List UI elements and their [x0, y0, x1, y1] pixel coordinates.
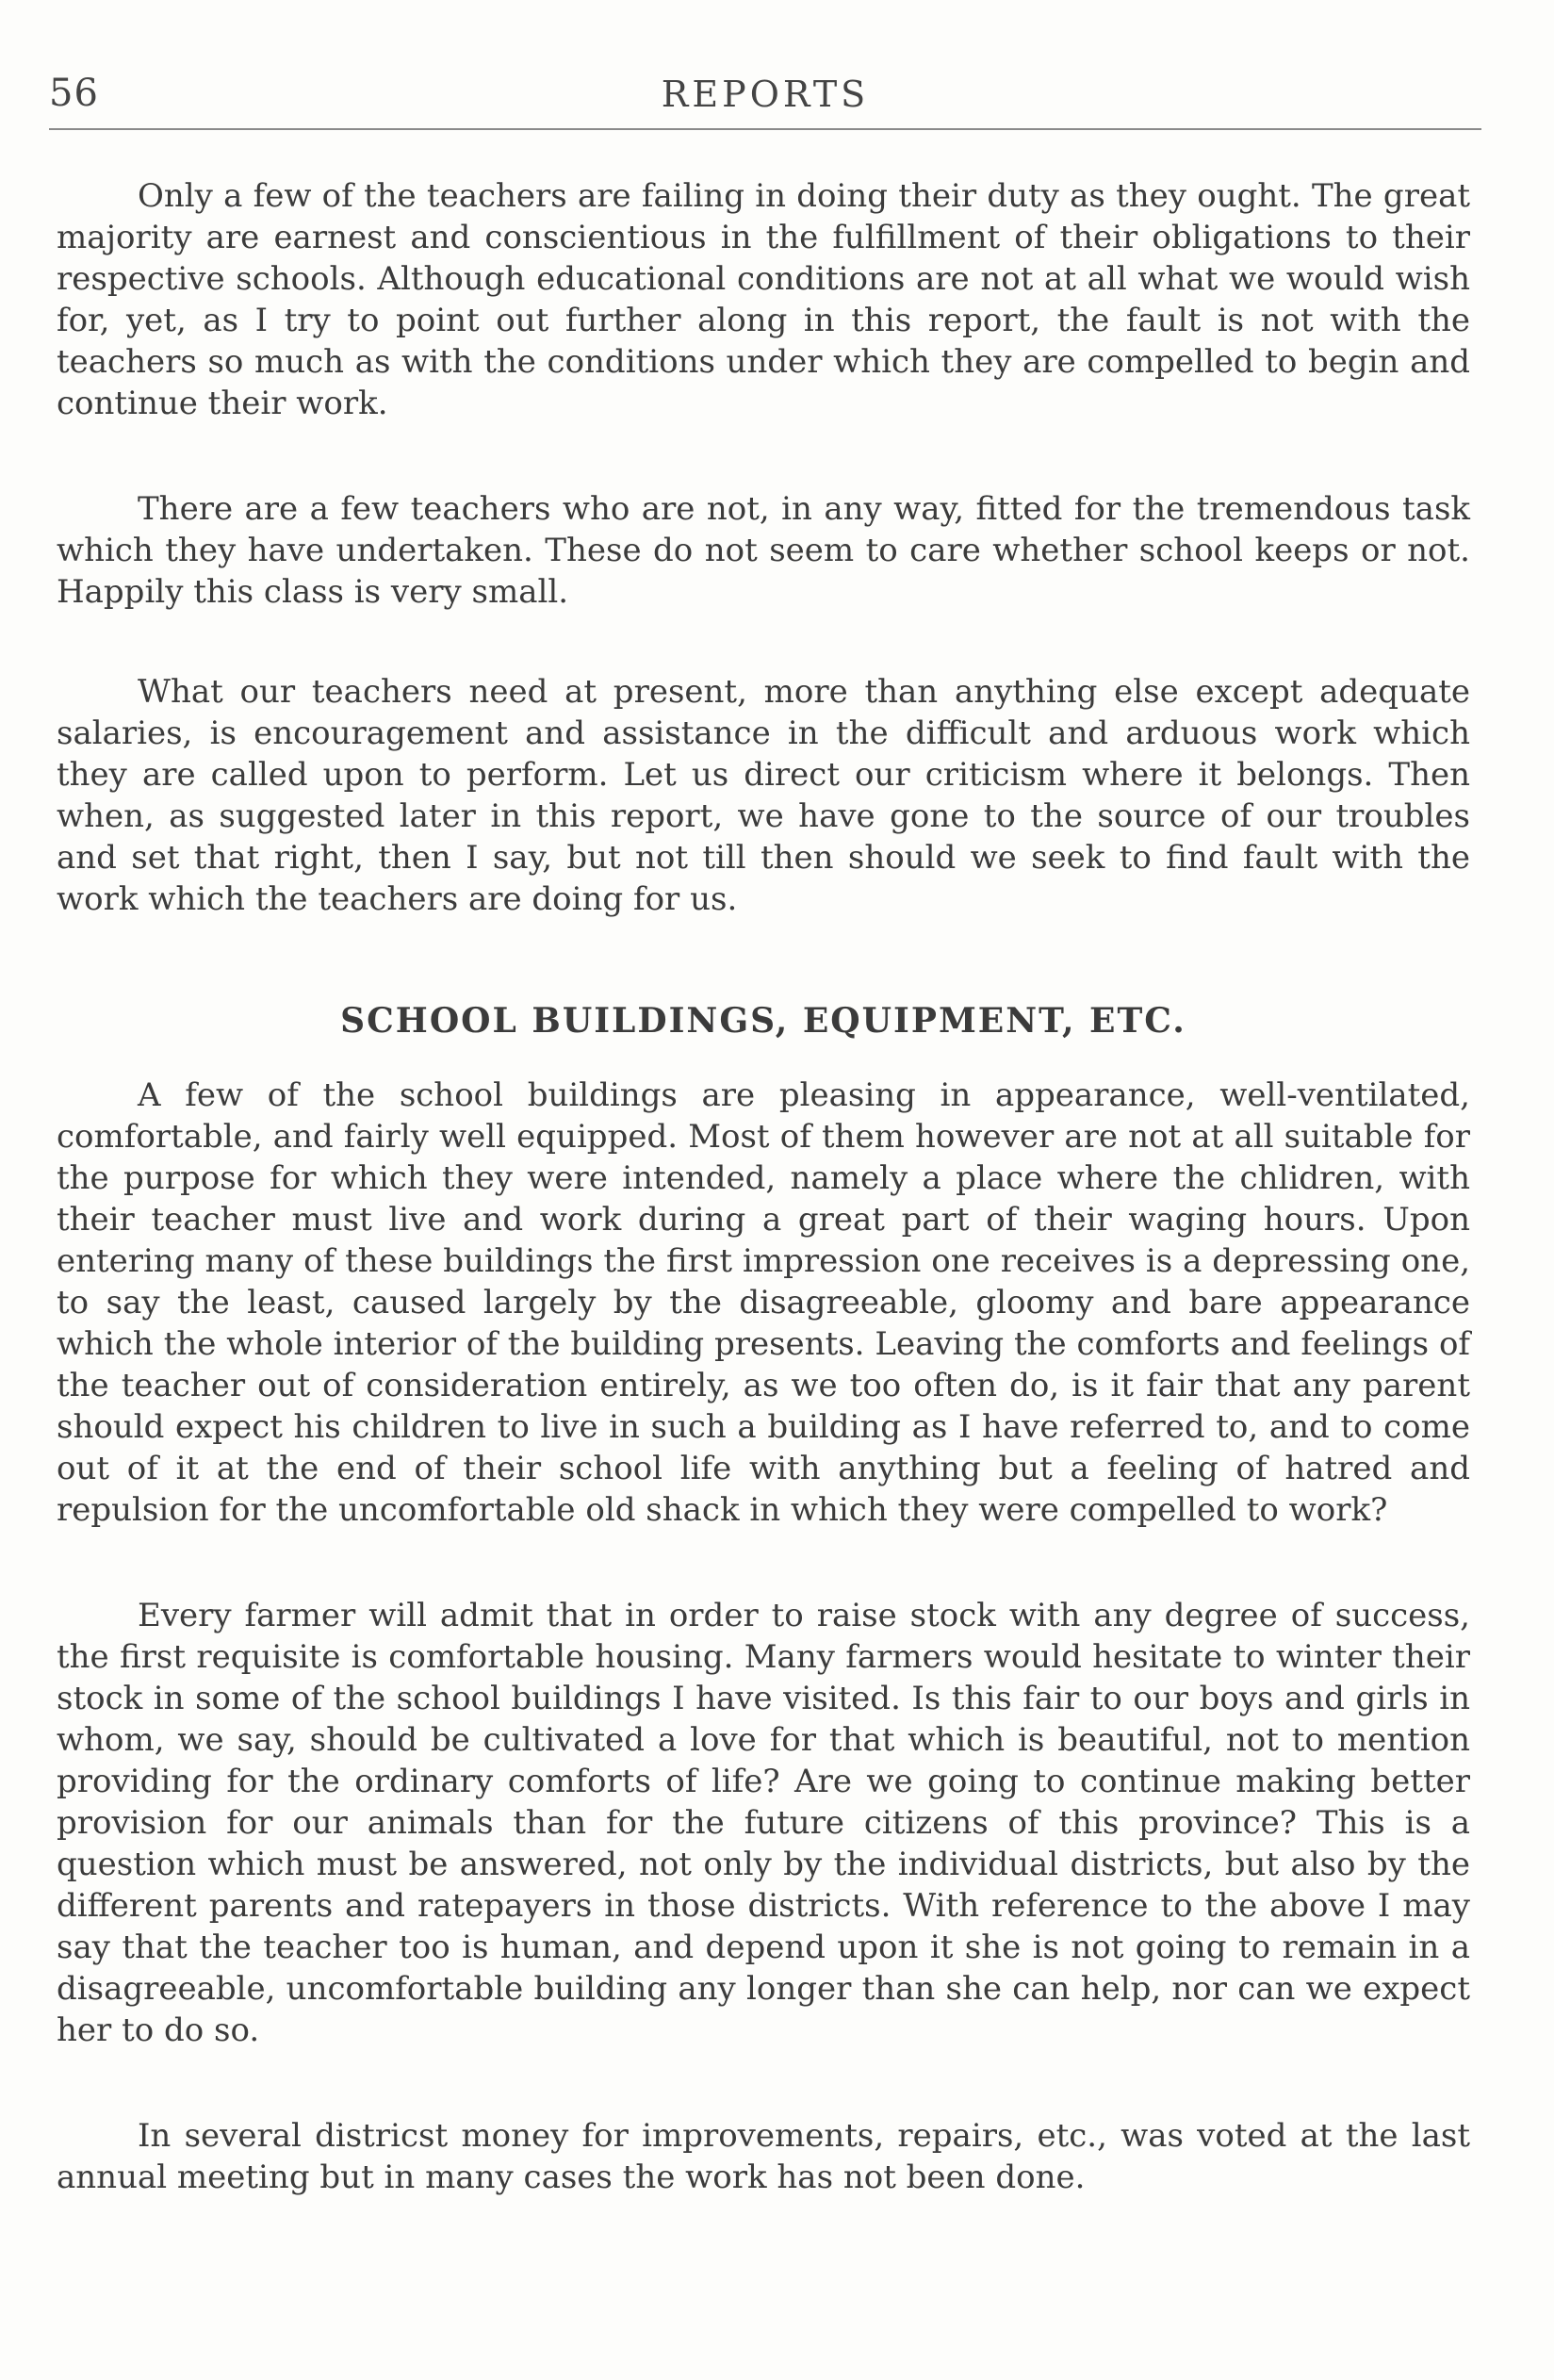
section-heading: SCHOOL BUILDINGS, EQUIPMENT, ETC.: [340, 1001, 1186, 1041]
paragraph-unfit-teachers: There are a few teachers who are not, in any way, fitted for the tremendous task which they have undertaken. These do not seem to care whether school keeps or not. Happily this class is very small.: [57, 490, 1470, 611]
paragraph-farmer-comparison: Every farmer will admit that in order to raise stock with any degree of success, the first requisite is comfortable housing. Many farmers would hesitate to winter their stock in some of the school buildings I have visited. Is this fair to our boys and girls in whom, we say, should be cultivated a love for that which is beautiful, not to mention providing for the ordinary comforts of life? Are we going to continue making better provision for our animals than for the future citizens of this province? This is a question which must be answered, not only by the individual districts, but also by the different parents and ratepayers in those districts. With reference to the above I may say that the teacher too is human, and depend upon it she is not going to remain in a disagreeable, uncomfortable building any longer than she can help, nor can we expect her to do so.: [57, 1597, 1470, 2049]
page-number: 56: [49, 72, 99, 115]
paragraph-school-buildings: A few of the school buildings are pleasing in appearance, well-ventilated, comfortable, and fairly well equipped. Most of them however are not at all suitable for the purpose for which they were intended, namely a place where the chlidren, with their teacher must live and work during a great part of their waging hours. Upon entering many of these buildings the first impression one receives is a depressing one, to say the least, caused largely by the disagreeable, gloomy and bare appearance which the whole interior of the building presents. Leaving the comforts and feelings of the teacher out of consideration entirely, as we too often do, is it fair that any parent should expect his children to live in such a building as I have referred to, and to come out of it at the end of their school life with anything but a feeling of hatred and repulsion for the uncomfortable old shack in which they were compelled to work?: [57, 1076, 1470, 1529]
header-rule: [49, 128, 1481, 130]
body-text: [57, 175, 1470, 2198]
paragraph-improvements-money: In several districst money for improvements, repairs, etc., was voted at the last annual meeting but in many cases the work has not been done.: [57, 2117, 1470, 2196]
running-head: REPORTS: [661, 74, 870, 115]
paragraph-teachers-duty: Only a few of the teachers are failing in doing their duty as they ought. The great majority are earnest and conscientious in the fulfillment of their obligations to their respective schools. Although educational conditions are not at all what we would wish for, yet, as I try to point out further along in this report, the fault is not with the teachers so much as with the conditions under which they are compelled to begin and continue their work.: [57, 177, 1470, 422]
page-header: [49, 72, 1481, 128]
paragraph-teachers-needs: What our teachers need at present, more than anything else except adequate salaries, is encouragement and assistance in the difficult and arduous work which they are called upon to perform. Let us direct our criticism where it belongs. Then when, as suggested later in this report, we have gone to the source of our troubles and set that right, then I say, but not till then should we seek to find fault with the work which the teachers are doing for us.: [57, 673, 1470, 918]
